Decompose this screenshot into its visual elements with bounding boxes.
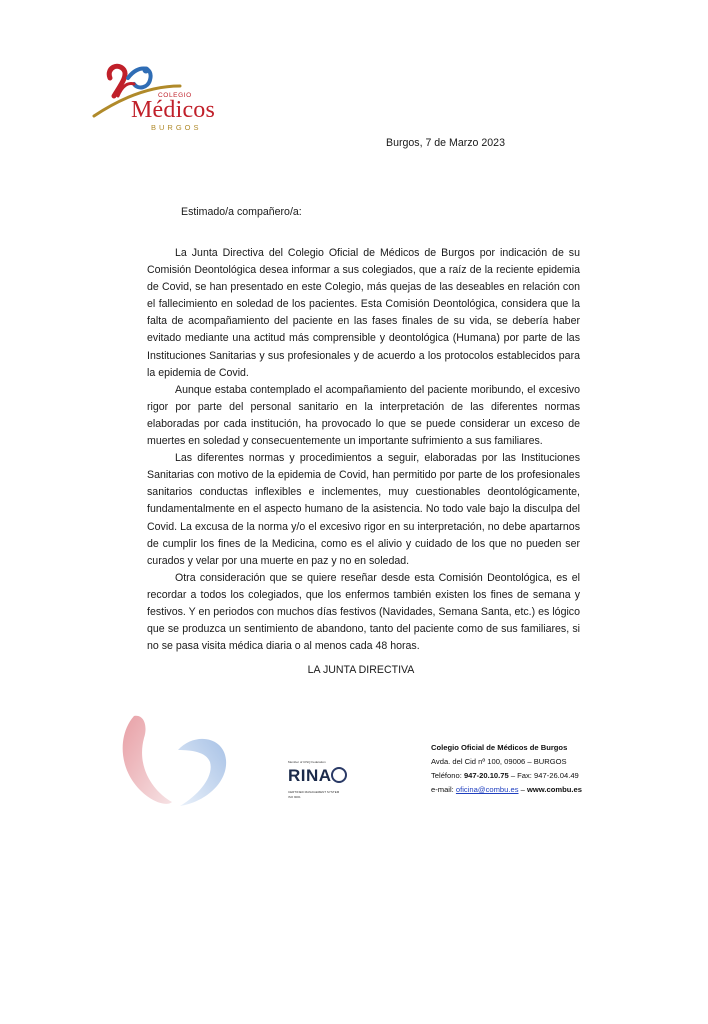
rina-bottom-text: CERTIFIED MANAGEMENT SYSTEM [288, 790, 340, 794]
email-link[interactable]: oficina@combu.es [455, 785, 519, 794]
letter-greeting: Estimado/a compañero/a: [181, 206, 302, 218]
letter-paragraph: Otra consideración que se quiere reseñar desde esta Comisión Deontológica, es el recordar a todos los colegiados, que los enfermos también existen los fines de semana y festivos. Y en periodos con muchos días festivos (Navidades, Semana Santa, etc.) es lógico que se produzca un sentimiento de abandono, tanto del paciente como de sus familiares, si no se pasa visita médica diaria o al menos cada 48 horas. [147, 571, 580, 653]
logo-colegio-text: COLEGIO [158, 92, 192, 99]
rina-standard: ISO 9001 [288, 795, 301, 799]
contact-address: Avda. del Cid nº 100, 09006 – BURGOS [431, 757, 567, 766]
letter-signature: LA JUNTA DIRECTIVA [307, 664, 415, 676]
contact-email-line [431, 783, 582, 797]
fax-number: – Fax: 947-26.04.49 [508, 771, 579, 780]
contact-org: Colegio Oficial de Médicos de Burgos [431, 743, 568, 752]
contact-block [431, 741, 582, 797]
phone-number: 947-20.10.75 [463, 771, 509, 780]
colegio-medicos-logo [88, 56, 218, 136]
letter-date: Burgos, 7 de Marzo 2023 [386, 137, 505, 149]
letter-paragraph: Aunque estaba contemplado el acompañamiento del paciente moribundo, el excesivo rigor por parte del personal sanitario en la interpretación de las diferentes normas elaboradas por cada institución, ha provocado lo que se puede considerar un exceso de muertes en soledad y consecuentemente un importante sufrimiento a sus familiares. [147, 383, 580, 448]
rina-certification [285, 757, 355, 802]
watermark-logo-icon [114, 706, 234, 811]
rina-top-text: Member of CISQ Federation [288, 760, 326, 764]
rina-brand: RINA [288, 766, 332, 785]
email-label: e-mail: [431, 785, 456, 794]
letter-body [147, 245, 580, 655]
letter-paragraph: La Junta Directiva del Colegio Oficial de Médicos de Burgos por indicación de su Comisión Deontológica desea informar a sus colegiados, que a raíz de la reciente epidemia de Covid, se han presentado en este Colegio, más quejas de las deseables en relación con el fallecimiento en soledad de los pacientes. Esta Comisión Deontológica, considera que la falta de acompañamiento del paciente en las fases finales de su vida, se debería haber evitado mediante una actitud más comprensible y deontológica (Humana) por parte de las Instituciones Sanitarias y sus profesionales y de acuerdo a los protocolos establecidos para la epidemia de Covid. [147, 247, 580, 379]
logo-burgos-text: BURGOS [151, 123, 202, 132]
contact-separator: – [518, 785, 527, 794]
phone-label: Teléfono: [431, 771, 464, 780]
letter-paragraph: Las diferentes normas y procedimientos a seguir, elaboradas por las Instituciones Sanitarias con motivo de la epidemia de Covid, han permitido por parte de los profesionales sanitarios conductas inflexibles e inclementes, muy cuestionables deontológicamente, fundamentalmente en el aspecto humano de la asistencia. No todo vale bajo la disculpa del Covid. La excusa de la norma y/o el excesivo rigor en su interpretación, no debe apartarnos de cumplir los fines de la Medicina, como es el alivio y cuidado de los que no pueden ser curados y velar por una muerte en paz y no en soledad. [147, 452, 580, 567]
logo-medicos-text: Médicos [131, 97, 216, 123]
contact-phone-line [431, 769, 582, 783]
iqnet-seal-icon [331, 767, 347, 783]
website-link[interactable]: www.combu.es [526, 785, 582, 794]
